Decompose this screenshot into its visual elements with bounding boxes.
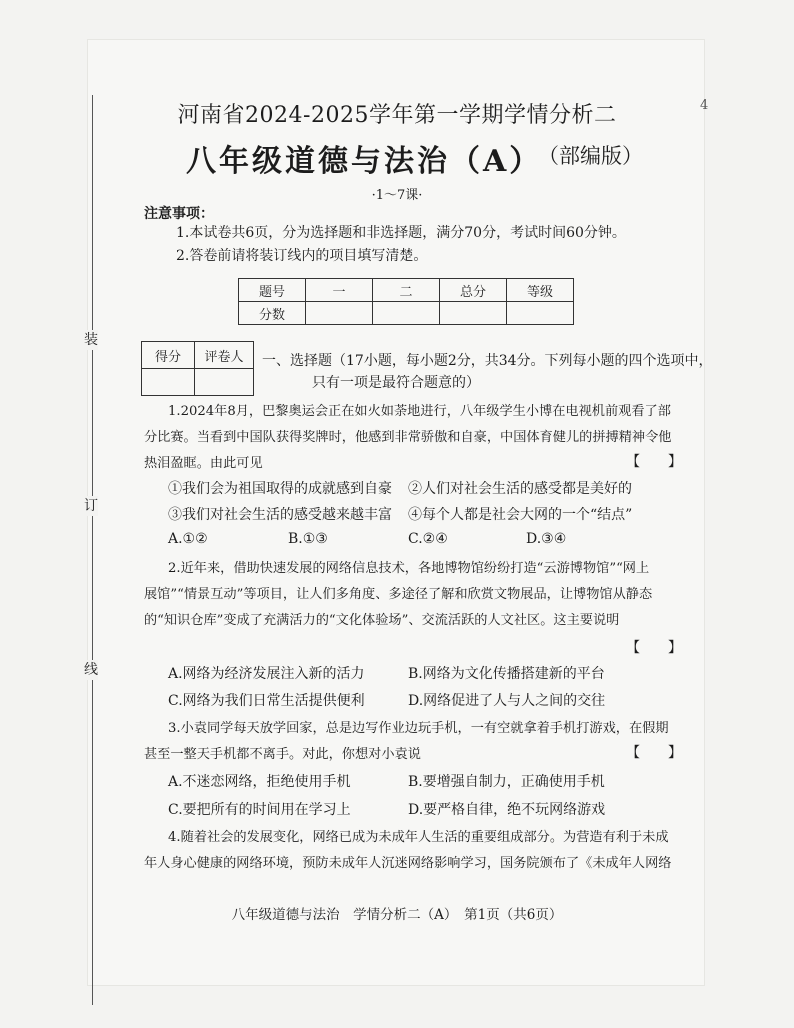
notice-item: 2.答卷前请将装订线内的项目填写清楚。	[176, 248, 428, 264]
section1-heading-line: 一、选择题（17小题，每小题2分，共34分。下列每小题的四个选项中，	[262, 353, 713, 369]
question-line: 展馆”“情景互动”等项目，让人们多角度、多途径了解和欣赏文物展品，让博物馆从静态	[144, 587, 653, 602]
binding-char-xian: 线	[84, 662, 98, 678]
answer-option[interactable]: D.③④	[526, 531, 567, 547]
page-footer: 八年级道德与法治 学情分析二（A） 第1页（共6页）	[231, 907, 563, 923]
answer-option[interactable]: D.要严格自律，绝不玩网络游戏	[408, 802, 606, 818]
notice-title: 注意事项：	[144, 206, 214, 222]
answer-option[interactable]: D.网络促进了人与人之间的交往	[408, 693, 606, 709]
binding-char-ding: 订	[84, 498, 98, 514]
answer-option[interactable]: C.②④	[408, 531, 448, 547]
grader-cell[interactable]	[195, 369, 254, 396]
answer-option[interactable]: A.①②	[168, 531, 208, 547]
grader-box	[141, 341, 254, 396]
question-line: 3.小袁同学每天放学回家，总是边写作业边玩手机，一有空就拿着手机打游戏，在假期	[168, 721, 669, 736]
statement: ④每个人都是社会大网的一个“结点”	[408, 507, 633, 523]
binding-char-zhuang: 装	[84, 332, 98, 348]
statement: ②人们对社会生活的感受都是美好的	[408, 481, 632, 497]
answer-option[interactable]: B.网络为文化传播搭建新的平台	[408, 666, 605, 682]
corner-mark: 4	[700, 98, 709, 113]
answer-option[interactable]: A.网络为经济发展注入新的活力	[168, 666, 365, 682]
question-line: 2.近年来，借助快速发展的网络信息技术，各地博物馆纷纷打造“云游博物馆”“网上	[168, 561, 650, 576]
edition-label: （部编版）	[538, 144, 643, 168]
lesson-range: ·1～7课·	[371, 188, 423, 203]
score-table-header-row	[239, 279, 574, 302]
answer-option[interactable]: C.要把所有的时间用在学习上	[168, 802, 351, 818]
grader-label: 评卷人	[195, 342, 254, 369]
section1-heading-line: 只有一项是最符合题意的）	[312, 375, 480, 391]
score-cell[interactable]	[306, 302, 373, 325]
section1-heading	[262, 350, 713, 394]
answer-bracket[interactable]: 【 】	[626, 745, 682, 761]
score-table-header-cell: 题号	[239, 279, 306, 302]
answer-option[interactable]: C.网络为我们日常生活提供便利	[168, 693, 365, 709]
binding-line	[92, 95, 93, 1005]
statement: ③我们对社会生活的感受越来越丰富	[168, 507, 392, 523]
score-row-label: 分数	[239, 302, 306, 325]
exam-title-line2: 八年级道德与法治（A）	[186, 144, 543, 179]
score-cell[interactable]	[373, 302, 440, 325]
score-table-row	[239, 302, 574, 325]
score-table-header-cell: 等级	[507, 279, 574, 302]
score-table-header-cell: 一	[306, 279, 373, 302]
question-line: 1.2024年8月，巴黎奥运会正在如火如荼地进行，八年级学生小博在电视机前观看了部	[168, 404, 671, 419]
answer-option[interactable]: B.①③	[288, 531, 328, 547]
score-label: 得分	[142, 342, 195, 369]
question-line: 的“知识仓库”变成了充满活力的“文化体验场”、交流活跃的人文社区。这主要说明	[144, 613, 620, 628]
question-line: 年人身心健康的网络环境，预防未成年人沉迷网络影响学习，国务院颁布了《未成年人网络	[144, 856, 672, 871]
score-cell[interactable]	[440, 302, 507, 325]
statement: ①我们会为祖国取得的成就感到自豪	[168, 481, 392, 497]
answer-option[interactable]: B.要增强自制力，正确使用手机	[408, 774, 605, 790]
score-table-header-cell: 二	[373, 279, 440, 302]
question-line: 分比赛。当看到中国队获得奖牌时，他感到非常骄傲和自豪，中国体育健儿的拼搏精神令他	[144, 430, 672, 445]
notice-item: 1.本试卷共6页，分为选择题和非选择题，满分70分，考试时间60分钟。	[176, 225, 626, 241]
section-score-cell[interactable]	[142, 369, 195, 396]
score-table-header-cell: 总分	[440, 279, 507, 302]
score-table	[238, 278, 574, 325]
question-line: 甚至一整天手机都不离手。对此，你想对小袁说	[144, 747, 421, 762]
answer-option[interactable]: A.不迷恋网络，拒绝使用手机	[168, 774, 351, 790]
exam-title-line1: 河南省2024-2025学年第一学期学情分析二	[177, 103, 617, 128]
question-line: 热泪盈眶。由此可见	[144, 456, 263, 471]
question-line: 4.随着社会的发展变化，网络已成为未成年人生活的重要组成部分。为营造有利于未成	[168, 830, 669, 845]
answer-bracket[interactable]: 【 】	[626, 454, 682, 470]
score-cell[interactable]	[507, 302, 574, 325]
answer-bracket[interactable]: 【 】	[626, 640, 682, 656]
